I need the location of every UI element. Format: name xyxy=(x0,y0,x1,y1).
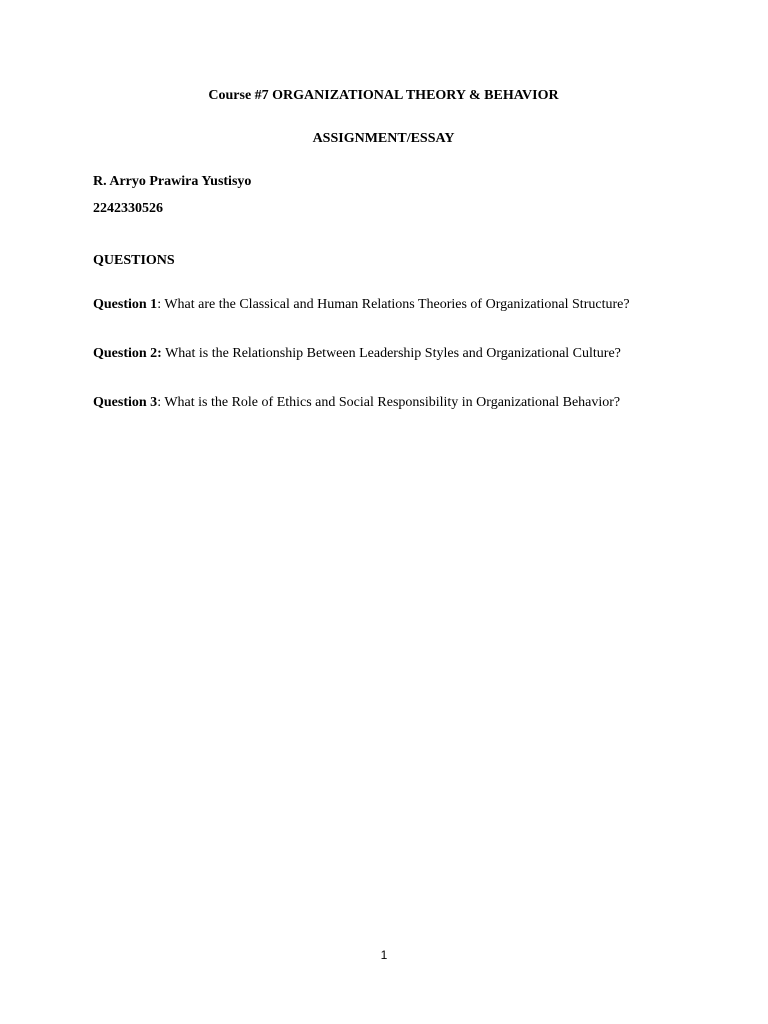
question-3-separator: : xyxy=(157,395,162,410)
question-1 xyxy=(93,288,674,321)
question-2-label: Question 2: xyxy=(93,346,162,361)
question-1-label: Question 1 xyxy=(93,297,158,312)
question-2 xyxy=(93,337,674,370)
course-title: Course #7 ORGANIZATIONAL THEORY & BEHAVIOR xyxy=(208,88,559,103)
question-3-label: Question 3 xyxy=(93,395,158,410)
author-name: R. Arryo Prawira Yustisyo xyxy=(93,174,252,189)
page-number: 1 xyxy=(380,948,388,962)
question-3 xyxy=(93,386,674,419)
student-id: 2242330526 xyxy=(93,201,163,216)
question-3-text: What is the Role of Ethics and Social Responsibility in Organizational Behavior? xyxy=(161,395,621,410)
page-content xyxy=(93,86,674,419)
questions-heading: QUESTIONS xyxy=(93,253,175,268)
question-2-text: What is the Relationship Between Leadership Styles and Organizational Culture? xyxy=(161,346,621,361)
question-1-separator: : xyxy=(157,297,162,312)
question-1-text: What are the Classical and Human Relations Theories of Organizational Structure? xyxy=(161,297,630,312)
document-type-heading: ASSIGNMENT/ESSAY xyxy=(312,131,455,146)
